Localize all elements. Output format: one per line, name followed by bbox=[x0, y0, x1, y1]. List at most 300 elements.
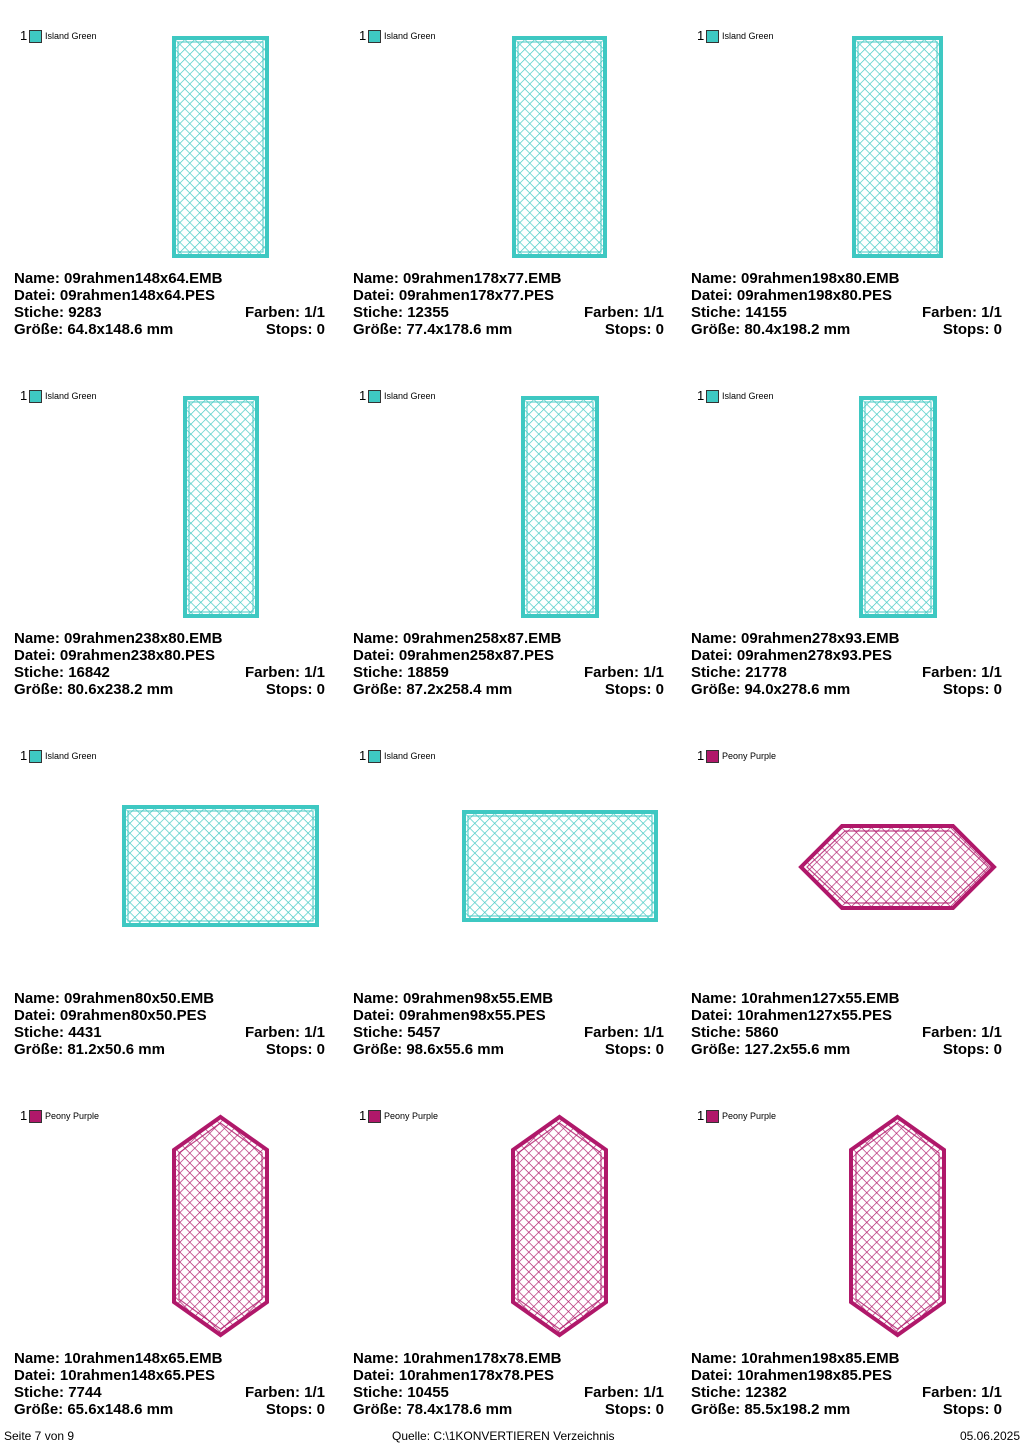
name-row bbox=[14, 990, 214, 1007]
file-row bbox=[691, 1007, 892, 1024]
design-size: 80.4x198.2 mm bbox=[744, 321, 851, 338]
name-row bbox=[353, 270, 561, 287]
thread-number: 1 bbox=[697, 748, 705, 763]
stops-label: Stops: bbox=[942, 321, 990, 338]
name-label: Name: bbox=[691, 630, 737, 647]
design-size: 87.2x258.4 mm bbox=[406, 681, 513, 698]
colors-row bbox=[245, 1024, 325, 1041]
thread-name: Island Green bbox=[722, 391, 774, 401]
stops-label: Stops: bbox=[942, 1041, 990, 1058]
name-label: Name: bbox=[353, 1350, 399, 1367]
design-card bbox=[677, 720, 1016, 1080]
name-row bbox=[14, 1350, 222, 1367]
stitch-count: 10455 bbox=[407, 1384, 449, 1401]
size-label: Größe: bbox=[691, 681, 741, 698]
thread-name: Peony Purple bbox=[722, 751, 777, 761]
name-row bbox=[353, 1350, 561, 1367]
design-outline bbox=[124, 807, 317, 925]
design-info bbox=[353, 1350, 664, 1418]
design-name: 09rahmen98x55.EMB bbox=[403, 990, 554, 1007]
stop-count: 0 bbox=[993, 1401, 1002, 1418]
design-card bbox=[677, 1080, 1016, 1440]
stitches-row bbox=[353, 1024, 441, 1041]
design-size: 80.6x238.2 mm bbox=[67, 681, 174, 698]
stitches-label: Stiche: bbox=[14, 304, 65, 321]
thread-color-swatch bbox=[706, 30, 719, 43]
name-label: Name: bbox=[353, 270, 399, 287]
design-info bbox=[691, 990, 1002, 1058]
thread-name: Island Green bbox=[384, 751, 436, 761]
design-card bbox=[677, 360, 1016, 720]
stops-row bbox=[266, 1041, 325, 1058]
stop-count: 0 bbox=[655, 1401, 664, 1418]
colors-row bbox=[245, 304, 325, 321]
thread-name: Island Green bbox=[384, 391, 436, 401]
size-label: Größe: bbox=[14, 321, 64, 338]
color-count: 1/1 bbox=[643, 304, 664, 321]
design-name: 10rahmen148x65.EMB bbox=[64, 1350, 223, 1367]
stop-count: 0 bbox=[993, 1041, 1002, 1058]
thread-legend bbox=[697, 28, 774, 44]
file-label: Datei: bbox=[353, 1367, 395, 1384]
design-size: 94.0x278.6 mm bbox=[744, 681, 851, 698]
design-size: 65.6x148.6 mm bbox=[67, 1401, 174, 1418]
stop-count: 0 bbox=[316, 1401, 325, 1418]
thread-number: 1 bbox=[359, 28, 367, 43]
colors-row bbox=[922, 304, 1002, 321]
design-outline bbox=[861, 398, 935, 616]
stops-row bbox=[943, 1041, 1002, 1058]
file-label: Datei: bbox=[14, 647, 56, 664]
color-count: 1/1 bbox=[643, 1024, 664, 1041]
thread-color-swatch bbox=[368, 750, 381, 763]
stitches-row bbox=[353, 664, 449, 681]
name-label: Name: bbox=[691, 990, 737, 1007]
design-info bbox=[353, 630, 664, 698]
stop-count: 0 bbox=[655, 1041, 664, 1058]
colors-row bbox=[922, 664, 1002, 681]
design-outline bbox=[854, 38, 941, 256]
thread-legend bbox=[20, 388, 97, 404]
stops-row bbox=[943, 1401, 1002, 1418]
colors-label: Farben: bbox=[583, 304, 639, 321]
stitches-row bbox=[353, 304, 449, 321]
design-size: 77.4x178.6 mm bbox=[406, 321, 513, 338]
color-count: 1/1 bbox=[304, 1024, 325, 1041]
stops-label: Stops: bbox=[265, 321, 313, 338]
thread-name: Peony Purple bbox=[722, 1111, 777, 1121]
size-label: Größe: bbox=[14, 681, 64, 698]
thread-number: 1 bbox=[20, 748, 28, 763]
stitches-label: Stiche: bbox=[353, 1024, 404, 1041]
size-row bbox=[353, 1041, 504, 1058]
design-file: 09rahmen278x93.PES bbox=[736, 647, 892, 664]
file-row bbox=[353, 287, 554, 304]
design-file: 10rahmen127x55.PES bbox=[736, 1007, 892, 1024]
thread-color-swatch bbox=[29, 390, 42, 403]
embroidery-preview bbox=[847, 1113, 948, 1339]
design-name: 09rahmen238x80.EMB bbox=[64, 630, 223, 647]
name-row bbox=[14, 270, 222, 287]
size-label: Größe: bbox=[691, 321, 741, 338]
stitches-row bbox=[691, 1384, 787, 1401]
stitches-label: Stiche: bbox=[353, 664, 404, 681]
design-size: 85.5x198.2 mm bbox=[744, 1401, 851, 1418]
size-row bbox=[691, 1041, 850, 1058]
stitch-count: 12355 bbox=[407, 304, 449, 321]
colors-label: Farben: bbox=[583, 664, 639, 681]
stops-row bbox=[266, 1401, 325, 1418]
file-row bbox=[353, 1367, 554, 1384]
design-card bbox=[677, 0, 1016, 360]
size-row bbox=[14, 681, 173, 698]
design-info bbox=[353, 270, 664, 338]
embroidery-preview bbox=[850, 34, 945, 260]
file-row bbox=[14, 287, 215, 304]
name-row bbox=[691, 630, 899, 647]
stop-count: 0 bbox=[316, 1041, 325, 1058]
thread-color-swatch bbox=[29, 750, 42, 763]
file-label: Datei: bbox=[353, 1007, 395, 1024]
name-row bbox=[691, 270, 899, 287]
design-outline bbox=[513, 1117, 606, 1335]
color-count: 1/1 bbox=[981, 664, 1002, 681]
thread-name: Peony Purple bbox=[45, 1111, 100, 1121]
name-label: Name: bbox=[14, 990, 60, 1007]
stop-count: 0 bbox=[993, 321, 1002, 338]
name-label: Name: bbox=[353, 990, 399, 1007]
design-size: 127.2x55.6 mm bbox=[744, 1041, 851, 1058]
colors-row bbox=[245, 664, 325, 681]
thread-number: 1 bbox=[359, 388, 367, 403]
thread-legend bbox=[359, 748, 436, 764]
design-name: 09rahmen198x80.EMB bbox=[741, 270, 900, 287]
colors-row bbox=[584, 664, 664, 681]
stitches-row bbox=[691, 1024, 779, 1041]
design-outline bbox=[514, 38, 605, 256]
stitches-label: Stiche: bbox=[14, 1024, 65, 1041]
thread-color-swatch bbox=[706, 1110, 719, 1123]
size-label: Größe: bbox=[691, 1041, 741, 1058]
thread-name: Peony Purple bbox=[384, 1111, 439, 1121]
embroidery-preview bbox=[510, 34, 609, 260]
print-date: 05.06.2025 bbox=[959, 1429, 1020, 1443]
design-name: 10rahmen198x85.EMB bbox=[741, 1350, 900, 1367]
design-name: 10rahmen178x78.EMB bbox=[403, 1350, 562, 1367]
file-label: Datei: bbox=[14, 287, 56, 304]
stops-row bbox=[605, 1401, 664, 1418]
size-label: Größe: bbox=[353, 681, 403, 698]
design-file: 10rahmen198x85.PES bbox=[736, 1367, 892, 1384]
design-size: 78.4x178.6 mm bbox=[406, 1401, 513, 1418]
size-row bbox=[14, 321, 173, 338]
color-count: 1/1 bbox=[304, 1384, 325, 1401]
stitch-count: 5457 bbox=[407, 1024, 441, 1041]
stops-label: Stops: bbox=[604, 681, 652, 698]
file-label: Datei: bbox=[691, 1007, 733, 1024]
colors-label: Farben: bbox=[244, 664, 300, 681]
thread-number: 1 bbox=[697, 28, 705, 43]
colors-label: Farben: bbox=[921, 1024, 977, 1041]
stitches-label: Stiche: bbox=[353, 304, 404, 321]
design-info bbox=[14, 990, 325, 1058]
name-row bbox=[353, 630, 561, 647]
design-file: 09rahmen258x87.PES bbox=[398, 647, 554, 664]
colors-row bbox=[922, 1024, 1002, 1041]
color-count: 1/1 bbox=[304, 664, 325, 681]
stitches-row bbox=[691, 664, 787, 681]
stitches-row bbox=[691, 304, 787, 321]
thread-name: Island Green bbox=[45, 31, 97, 41]
stops-row bbox=[943, 681, 1002, 698]
name-label: Name: bbox=[353, 630, 399, 647]
color-count: 1/1 bbox=[981, 1024, 1002, 1041]
embroidery-preview bbox=[519, 394, 601, 620]
embroidery-preview bbox=[797, 822, 998, 912]
colors-label: Farben: bbox=[921, 304, 977, 321]
design-file: 09rahmen148x64.PES bbox=[59, 287, 215, 304]
thread-number: 1 bbox=[20, 28, 28, 43]
design-card bbox=[339, 0, 678, 360]
design-info bbox=[353, 990, 664, 1058]
size-row bbox=[353, 681, 512, 698]
file-row bbox=[14, 1367, 215, 1384]
design-card bbox=[339, 720, 678, 1080]
colors-row bbox=[584, 1024, 664, 1041]
file-row bbox=[691, 647, 892, 664]
size-row bbox=[691, 321, 850, 338]
stop-count: 0 bbox=[993, 681, 1002, 698]
thread-legend bbox=[697, 388, 774, 404]
name-row bbox=[14, 630, 222, 647]
stops-label: Stops: bbox=[604, 321, 652, 338]
file-label: Datei: bbox=[353, 287, 395, 304]
file-row bbox=[353, 1007, 546, 1024]
stitch-count: 16842 bbox=[68, 664, 110, 681]
thread-name: Island Green bbox=[45, 391, 97, 401]
stitches-label: Stiche: bbox=[14, 1384, 65, 1401]
thread-number: 1 bbox=[697, 388, 705, 403]
stitch-count: 5860 bbox=[745, 1024, 779, 1041]
thread-number: 1 bbox=[359, 748, 367, 763]
size-row bbox=[14, 1401, 173, 1418]
color-count: 1/1 bbox=[643, 1384, 664, 1401]
file-label: Datei: bbox=[691, 1367, 733, 1384]
color-count: 1/1 bbox=[981, 304, 1002, 321]
design-name: 10rahmen127x55.EMB bbox=[741, 990, 900, 1007]
colors-label: Farben: bbox=[583, 1384, 639, 1401]
name-label: Name: bbox=[691, 270, 737, 287]
name-label: Name: bbox=[14, 1350, 60, 1367]
stops-row bbox=[605, 681, 664, 698]
thread-legend bbox=[697, 1108, 776, 1124]
stop-count: 0 bbox=[316, 681, 325, 698]
stops-row bbox=[605, 321, 664, 338]
design-card bbox=[0, 360, 339, 720]
thread-name: Island Green bbox=[384, 31, 436, 41]
name-row bbox=[691, 1350, 899, 1367]
design-name: 09rahmen148x64.EMB bbox=[64, 270, 223, 287]
colors-label: Farben: bbox=[244, 1384, 300, 1401]
file-row bbox=[14, 647, 215, 664]
design-name: 09rahmen80x50.EMB bbox=[64, 990, 215, 1007]
stop-count: 0 bbox=[316, 321, 325, 338]
thread-color-swatch bbox=[706, 750, 719, 763]
design-file: 10rahmen148x65.PES bbox=[59, 1367, 215, 1384]
file-label: Datei: bbox=[691, 647, 733, 664]
embroidery-preview bbox=[170, 1113, 271, 1339]
stops-label: Stops: bbox=[942, 681, 990, 698]
file-label: Datei: bbox=[353, 647, 395, 664]
thread-color-swatch bbox=[706, 390, 719, 403]
design-info bbox=[14, 1350, 325, 1418]
thread-number: 1 bbox=[20, 1108, 28, 1123]
design-card bbox=[0, 0, 339, 360]
design-file: 09rahmen178x77.PES bbox=[398, 287, 554, 304]
name-row bbox=[691, 990, 899, 1007]
thread-color-swatch bbox=[29, 30, 42, 43]
stops-label: Stops: bbox=[265, 1041, 313, 1058]
embroidery-preview bbox=[509, 1113, 610, 1339]
stops-row bbox=[266, 321, 325, 338]
design-info bbox=[691, 630, 1002, 698]
design-size: 81.2x50.6 mm bbox=[67, 1041, 165, 1058]
size-row bbox=[691, 681, 850, 698]
design-card bbox=[0, 720, 339, 1080]
design-outline bbox=[174, 1117, 267, 1335]
design-outline bbox=[851, 1117, 944, 1335]
name-label: Name: bbox=[691, 1350, 737, 1367]
thread-legend bbox=[20, 28, 97, 44]
page-footer bbox=[0, 1429, 1024, 1445]
thread-legend bbox=[359, 1108, 438, 1124]
design-outline bbox=[174, 38, 267, 256]
size-row bbox=[691, 1401, 850, 1418]
colors-label: Farben: bbox=[921, 664, 977, 681]
colors-label: Farben: bbox=[921, 1384, 977, 1401]
file-row bbox=[14, 1007, 207, 1024]
design-outline bbox=[523, 398, 597, 616]
embroidery-preview bbox=[181, 394, 261, 620]
size-row bbox=[14, 1041, 165, 1058]
stops-row bbox=[605, 1041, 664, 1058]
size-row bbox=[353, 321, 512, 338]
stitches-row bbox=[353, 1384, 449, 1401]
thread-number: 1 bbox=[359, 1108, 367, 1123]
design-outline bbox=[185, 398, 257, 616]
stitches-label: Stiche: bbox=[353, 1384, 404, 1401]
colors-label: Farben: bbox=[244, 1024, 300, 1041]
design-file: 10rahmen178x78.PES bbox=[398, 1367, 554, 1384]
thread-legend bbox=[359, 388, 436, 404]
file-label: Datei: bbox=[14, 1007, 56, 1024]
thread-color-swatch bbox=[368, 390, 381, 403]
size-label: Größe: bbox=[353, 1401, 403, 1418]
design-file: 09rahmen98x55.PES bbox=[398, 1007, 546, 1024]
stitch-count: 14155 bbox=[745, 304, 787, 321]
stops-label: Stops: bbox=[942, 1401, 990, 1418]
thread-name: Island Green bbox=[45, 751, 97, 761]
size-label: Größe: bbox=[14, 1401, 64, 1418]
design-file: 09rahmen238x80.PES bbox=[59, 647, 215, 664]
stitches-label: Stiche: bbox=[14, 664, 65, 681]
stitch-count: 21778 bbox=[745, 664, 787, 681]
colors-row bbox=[245, 1384, 325, 1401]
color-count: 1/1 bbox=[981, 1384, 1002, 1401]
file-label: Datei: bbox=[691, 287, 733, 304]
design-card bbox=[339, 360, 678, 720]
thread-legend bbox=[20, 1108, 99, 1124]
colors-row bbox=[922, 1384, 1002, 1401]
file-row bbox=[691, 287, 892, 304]
embroidery-preview bbox=[120, 803, 321, 929]
design-info bbox=[14, 270, 325, 338]
file-row bbox=[691, 1367, 892, 1384]
stitch-count: 9283 bbox=[68, 304, 102, 321]
stops-row bbox=[943, 321, 1002, 338]
stitch-count: 7744 bbox=[68, 1384, 102, 1401]
colors-row bbox=[584, 1384, 664, 1401]
design-outline bbox=[464, 812, 656, 920]
name-label: Name: bbox=[14, 630, 60, 647]
color-count: 1/1 bbox=[304, 304, 325, 321]
stitches-label: Stiche: bbox=[691, 304, 742, 321]
size-label: Größe: bbox=[353, 321, 403, 338]
size-label: Größe: bbox=[691, 1401, 741, 1418]
page-number: Seite 7 von 9 bbox=[4, 1429, 75, 1443]
embroidery-preview bbox=[170, 34, 271, 260]
stops-label: Stops: bbox=[604, 1401, 652, 1418]
thread-number: 1 bbox=[20, 388, 28, 403]
design-size: 98.6x55.6 mm bbox=[406, 1041, 504, 1058]
file-label: Datei: bbox=[14, 1367, 56, 1384]
design-outline bbox=[801, 826, 994, 908]
stitches-row bbox=[14, 1384, 102, 1401]
thread-color-swatch bbox=[368, 1110, 381, 1123]
thread-legend bbox=[359, 28, 436, 44]
stop-count: 0 bbox=[655, 681, 664, 698]
colors-label: Farben: bbox=[583, 1024, 639, 1041]
stitch-count: 4431 bbox=[68, 1024, 102, 1041]
design-card bbox=[339, 1080, 678, 1440]
design-file: 09rahmen198x80.PES bbox=[736, 287, 892, 304]
thread-legend bbox=[20, 748, 97, 764]
design-size: 64.8x148.6 mm bbox=[67, 321, 174, 338]
design-name: 09rahmen278x93.EMB bbox=[741, 630, 900, 647]
stitches-label: Stiche: bbox=[691, 1024, 742, 1041]
design-name: 09rahmen178x77.EMB bbox=[403, 270, 562, 287]
stitch-count: 18859 bbox=[407, 664, 449, 681]
stops-label: Stops: bbox=[265, 1401, 313, 1418]
design-info bbox=[691, 1350, 1002, 1418]
design-info bbox=[691, 270, 1002, 338]
color-count: 1/1 bbox=[643, 664, 664, 681]
design-name: 09rahmen258x87.EMB bbox=[403, 630, 562, 647]
stitches-label: Stiche: bbox=[691, 664, 742, 681]
size-label: Größe: bbox=[353, 1041, 403, 1058]
embroidery-preview bbox=[460, 808, 660, 924]
thread-number: 1 bbox=[697, 1108, 705, 1123]
stops-label: Stops: bbox=[265, 681, 313, 698]
stitches-row bbox=[14, 664, 110, 681]
thread-legend bbox=[697, 748, 776, 764]
colors-label: Farben: bbox=[244, 304, 300, 321]
thread-color-swatch bbox=[368, 30, 381, 43]
source-path: Quelle: C:\1KONVERTIEREN Verzeichnis bbox=[392, 1429, 615, 1443]
design-info bbox=[14, 630, 325, 698]
name-row bbox=[353, 990, 553, 1007]
file-row bbox=[353, 647, 554, 664]
